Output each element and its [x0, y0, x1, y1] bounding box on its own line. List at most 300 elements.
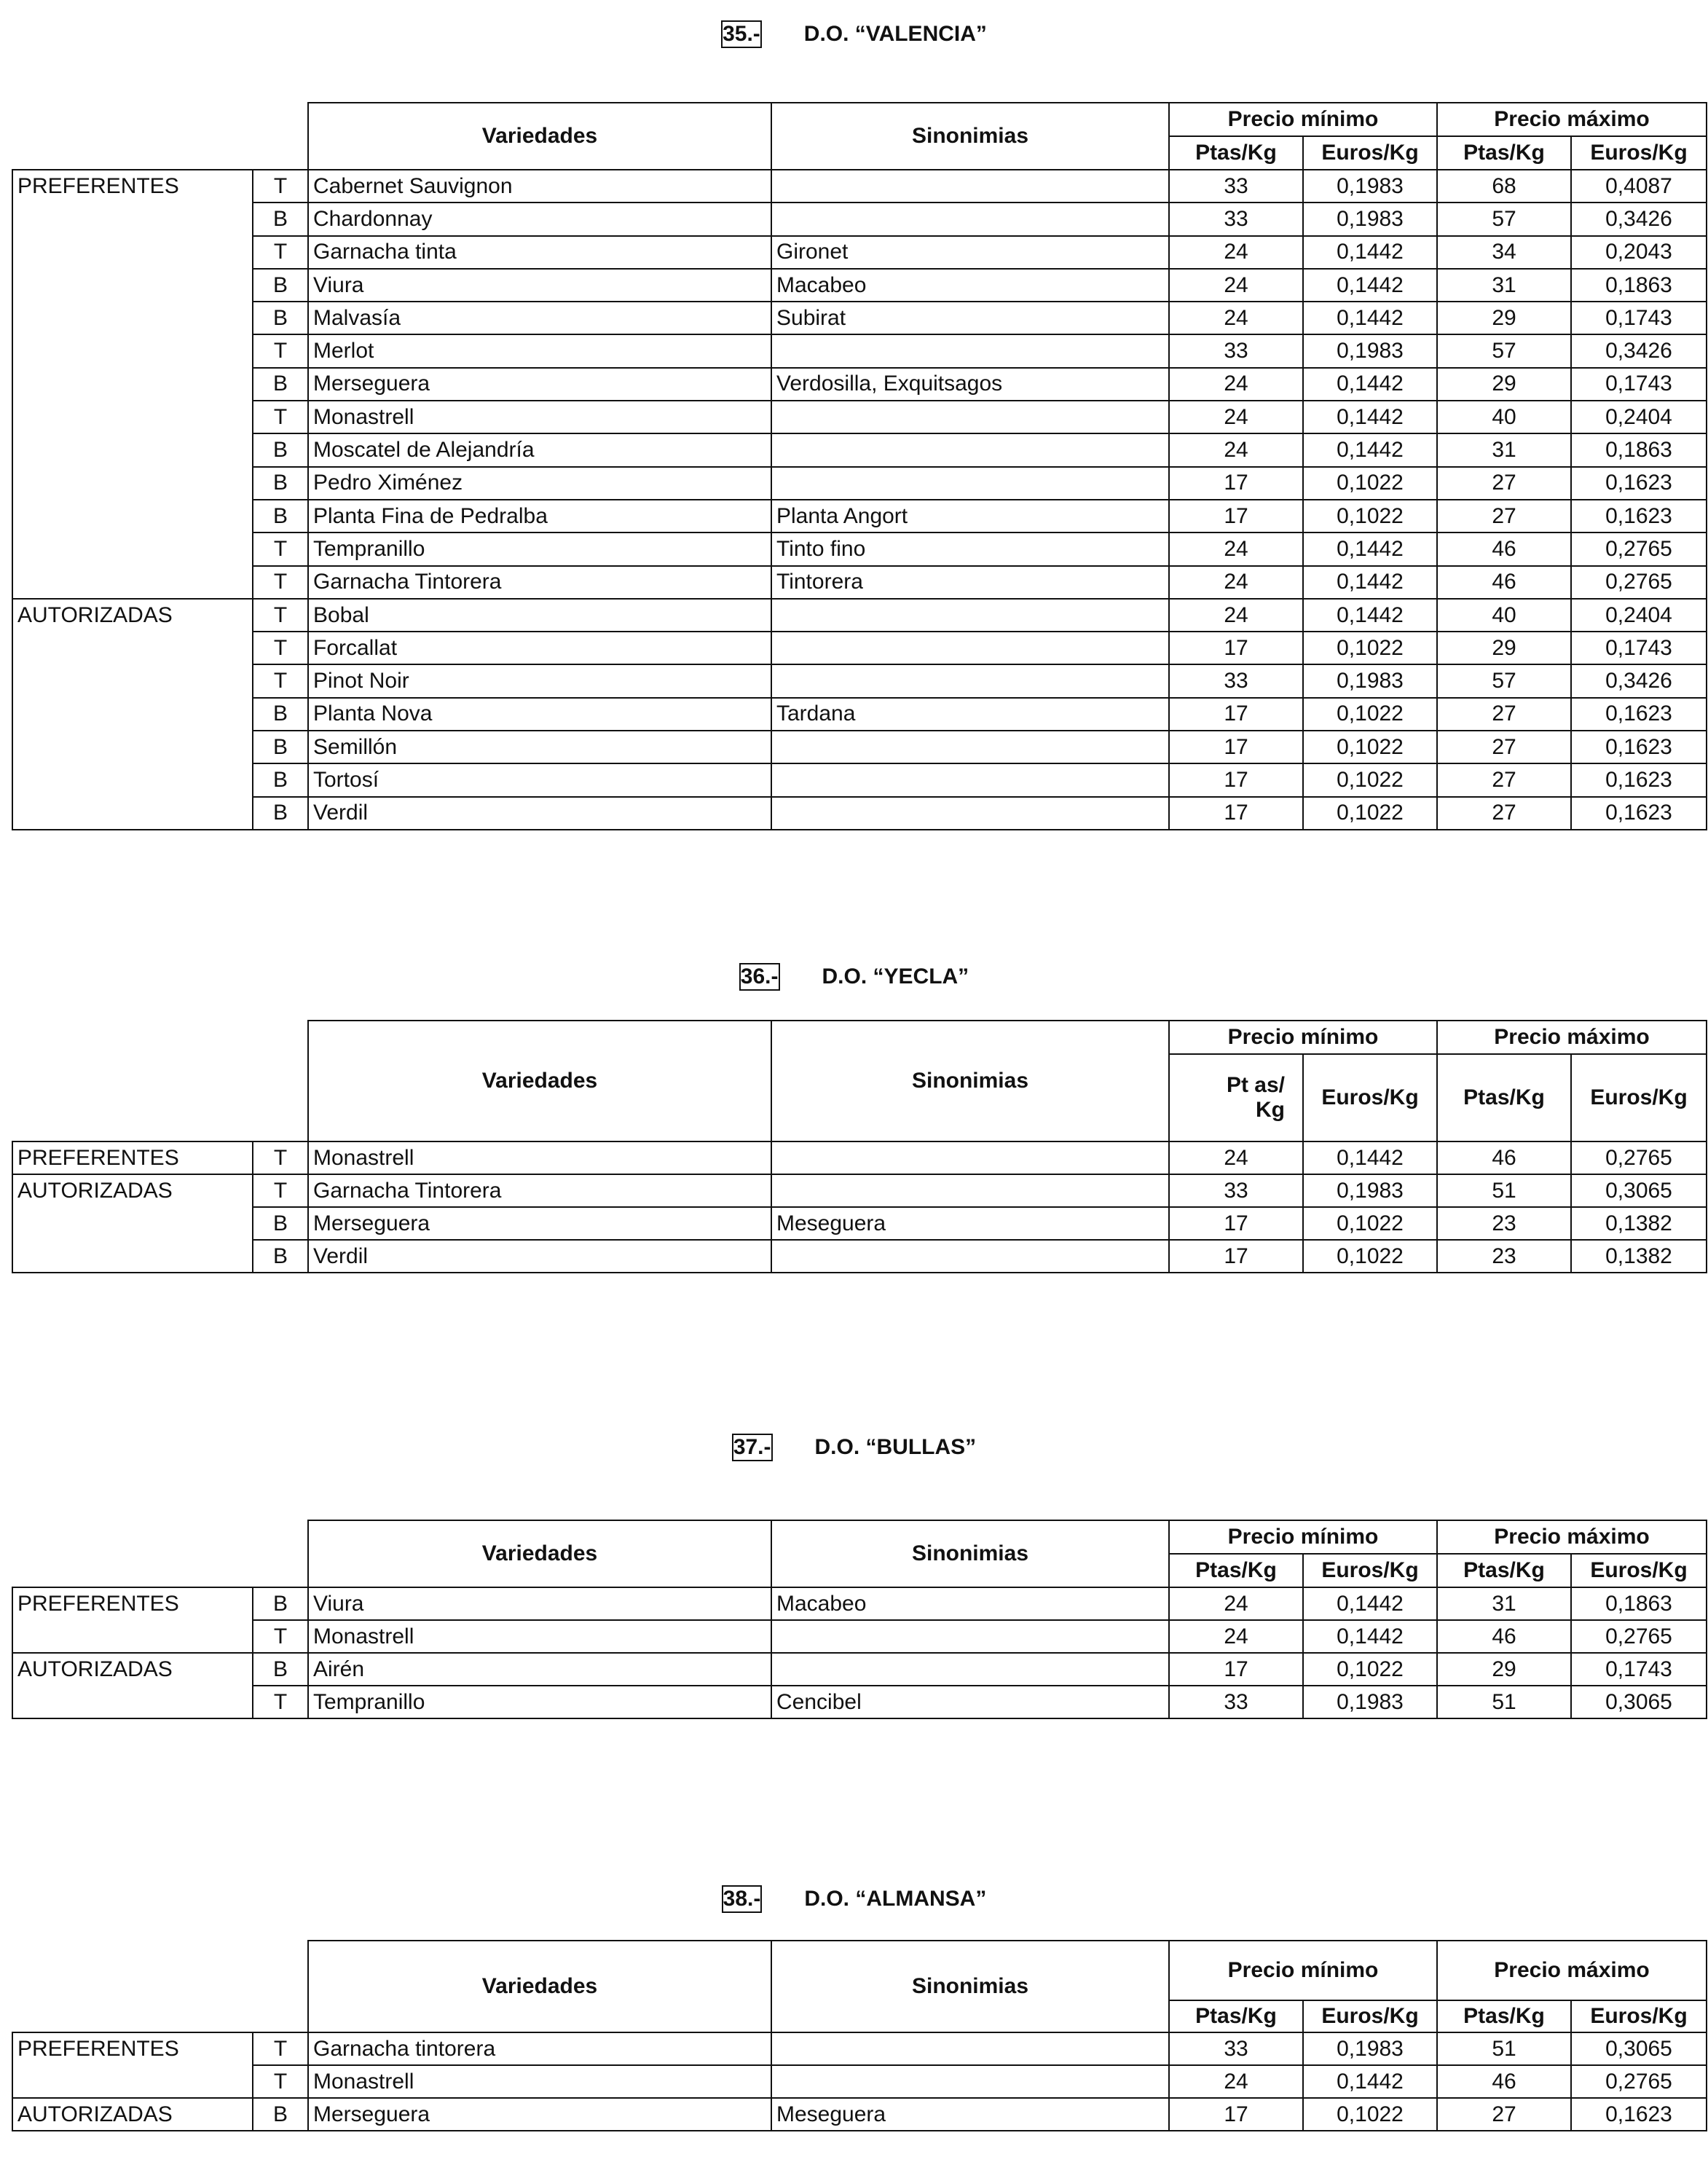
ptas-max-cell: 46 — [1437, 2065, 1571, 2098]
variety-cell: Malvasía — [308, 302, 771, 334]
type-cell: B — [253, 467, 308, 500]
euros-max-cell: 0,1623 — [1571, 731, 1707, 763]
synonym-cell — [771, 2065, 1169, 2098]
table-row — [12, 1686, 1707, 1718]
euros-min-cell: 0,1022 — [1303, 731, 1437, 763]
variety-cell: Tempranillo — [308, 1686, 771, 1718]
category-cell — [12, 467, 253, 500]
euros-min-cell: 0,1983 — [1303, 334, 1437, 367]
header-precio-maximo: Precio máximo — [1437, 1520, 1707, 1554]
header-blank — [12, 103, 308, 170]
header-row — [12, 103, 1707, 136]
euros-min-cell: 0,1022 — [1303, 632, 1437, 664]
variety-cell: Garnacha Tintorera — [308, 566, 771, 599]
category-cell — [12, 566, 253, 599]
synonym-cell — [771, 334, 1169, 367]
euros-max-cell: 0,3065 — [1571, 2032, 1707, 2065]
variety-cell: Merseguera — [308, 2098, 771, 2131]
euros-min-cell: 0,1983 — [1303, 1686, 1437, 1718]
type-cell: T — [253, 664, 308, 697]
ptas-min-cell: 17 — [1169, 1207, 1303, 1240]
ptas-min-cell: 24 — [1169, 302, 1303, 334]
euros-max-cell: 0,1382 — [1571, 1207, 1707, 1240]
category-cell — [12, 698, 253, 731]
synonym-cell — [771, 763, 1169, 796]
header-row — [12, 1520, 1707, 1554]
variety-cell: Pedro Ximénez — [308, 467, 771, 500]
ptas-max-cell: 51 — [1437, 1174, 1571, 1207]
table-row — [12, 533, 1707, 565]
variety-cell: Verdil — [308, 1240, 771, 1273]
euros-min-cell: 0,1983 — [1303, 1174, 1437, 1207]
section-title — [0, 963, 1708, 991]
category-cell — [12, 236, 253, 269]
category-cell: AUTORIZADAS — [12, 599, 253, 632]
table-row — [12, 1141, 1707, 1174]
table-row — [12, 698, 1707, 731]
header-precio-maximo: Precio máximo — [1437, 1021, 1707, 1054]
euros-min-cell: 0,1022 — [1303, 500, 1437, 533]
variety-cell: Viura — [308, 269, 771, 302]
variety-cell: Monastrell — [308, 2065, 771, 2098]
variety-cell: Planta Fina de Pedralba — [308, 500, 771, 533]
ptas-min-cell: 24 — [1169, 433, 1303, 466]
euros-max-cell: 0,1863 — [1571, 269, 1707, 302]
ptas-max-cell: 27 — [1437, 467, 1571, 500]
table-row — [12, 1587, 1707, 1620]
type-cell: B — [253, 2098, 308, 2131]
euros-min-cell: 0,1983 — [1303, 2032, 1437, 2065]
euros-min-cell: 0,1442 — [1303, 566, 1437, 599]
header-ptas-min: Ptas/Kg — [1169, 1554, 1303, 1587]
header-sinonimias: Sinonimias — [771, 1021, 1169, 1141]
synonym-cell — [771, 632, 1169, 664]
euros-min-cell: 0,1983 — [1303, 664, 1437, 697]
type-cell: T — [253, 533, 308, 565]
category-cell — [12, 1207, 253, 1240]
euros-min-cell: 0,1442 — [1303, 2065, 1437, 2098]
section-number: 37.- — [732, 1434, 773, 1461]
ptas-max-cell: 29 — [1437, 302, 1571, 334]
header-euros-max: Euros/Kg — [1571, 136, 1707, 170]
euros-min-cell: 0,1022 — [1303, 2098, 1437, 2131]
ptas-max-cell: 27 — [1437, 698, 1571, 731]
category-cell: AUTORIZADAS — [12, 1174, 253, 1207]
table-row — [12, 269, 1707, 302]
header-precio-minimo: Precio mínimo — [1169, 103, 1437, 136]
synonym-cell — [771, 731, 1169, 763]
ptas-min-cell: 17 — [1169, 500, 1303, 533]
euros-max-cell: 0,3426 — [1571, 334, 1707, 367]
header-blank — [12, 1520, 308, 1587]
type-cell: B — [253, 1653, 308, 1686]
ptas-min-cell: 24 — [1169, 599, 1303, 632]
variety-cell: Tempranillo — [308, 533, 771, 565]
synonym-cell — [771, 599, 1169, 632]
type-cell: B — [253, 433, 308, 466]
section-name: D.O. “BULLAS” — [814, 1435, 977, 1459]
table-row — [12, 1653, 1707, 1686]
synonym-cell — [771, 170, 1169, 203]
type-cell: B — [253, 203, 308, 235]
variety-cell: Pinot Noir — [308, 664, 771, 697]
header-ptas-min: Ptas/Kg — [1169, 136, 1303, 170]
header-blank — [12, 1021, 308, 1141]
type-cell: T — [253, 334, 308, 367]
synonym-cell: Meseguera — [771, 2098, 1169, 2131]
ptas-min-cell: 33 — [1169, 1686, 1303, 1718]
synonym-cell — [771, 2032, 1169, 2065]
ptas-min-cell: 17 — [1169, 467, 1303, 500]
table-row — [12, 1207, 1707, 1240]
table-row — [12, 236, 1707, 269]
header-ptas-max: Ptas/Kg — [1437, 1054, 1571, 1141]
ptas-min-cell: 17 — [1169, 1653, 1303, 1686]
euros-max-cell: 0,2765 — [1571, 1141, 1707, 1174]
synonym-cell: Verdosilla, Exquitsagos — [771, 368, 1169, 401]
ptas-max-cell: 29 — [1437, 368, 1571, 401]
table-row — [12, 1240, 1707, 1273]
variety-cell: Planta Nova — [308, 698, 771, 731]
header-euros-max: Euros/Kg — [1571, 2000, 1707, 2032]
synonym-cell: Tintorera — [771, 566, 1169, 599]
euros-min-cell: 0,1983 — [1303, 203, 1437, 235]
ptas-max-cell: 46 — [1437, 533, 1571, 565]
header-ptas-min: Ptas/Kg — [1169, 2000, 1303, 2032]
type-cell: B — [253, 269, 308, 302]
synonym-cell — [771, 401, 1169, 433]
table-row — [12, 599, 1707, 632]
euros-max-cell: 0,3426 — [1571, 203, 1707, 235]
section-title — [0, 20, 1708, 48]
header-precio-maximo: Precio máximo — [1437, 1941, 1707, 2000]
synonym-cell — [771, 433, 1169, 466]
euros-max-cell: 0,1623 — [1571, 467, 1707, 500]
header-ptas-max: Ptas/Kg — [1437, 2000, 1571, 2032]
ptas-max-cell: 31 — [1437, 1587, 1571, 1620]
category-cell — [12, 731, 253, 763]
category-cell — [12, 1240, 253, 1273]
variety-cell: Moscatel de Alejandría — [308, 433, 771, 466]
type-cell: B — [253, 1240, 308, 1273]
ptas-max-cell: 51 — [1437, 2032, 1571, 2065]
section-name: D.O. “VALENCIA” — [803, 22, 987, 46]
synonym-cell: Planta Angort — [771, 500, 1169, 533]
header-sinonimias: Sinonimias — [771, 1941, 1169, 2032]
ptas-max-cell: 27 — [1437, 731, 1571, 763]
euros-max-cell: 0,4087 — [1571, 170, 1707, 203]
header-variedades: Variedades — [308, 1941, 771, 2032]
header-variedades: Variedades — [308, 1021, 771, 1141]
ptas-min-cell: 17 — [1169, 698, 1303, 731]
category-cell: AUTORIZADAS — [12, 1653, 253, 1686]
category-cell: AUTORIZADAS — [12, 2098, 253, 2131]
variety-cell: Semillón — [308, 731, 771, 763]
euros-min-cell: 0,1022 — [1303, 467, 1437, 500]
type-cell: T — [253, 1174, 308, 1207]
synonym-cell — [771, 467, 1169, 500]
header-euros-min: Euros/Kg — [1303, 1554, 1437, 1587]
ptas-min-cell: 17 — [1169, 731, 1303, 763]
ptas-min-cell: 24 — [1169, 566, 1303, 599]
ptas-min-cell: 24 — [1169, 1141, 1303, 1174]
ptas-min-cell: 33 — [1169, 170, 1303, 203]
table-row — [12, 632, 1707, 664]
synonym-cell: Gironet — [771, 236, 1169, 269]
prices-table — [12, 1520, 1707, 1719]
header-euros-max: Euros/Kg — [1571, 1054, 1707, 1141]
ptas-min-cell: 24 — [1169, 368, 1303, 401]
ptas-max-cell: 68 — [1437, 170, 1571, 203]
table-row — [12, 2065, 1707, 2098]
synonym-cell: Meseguera — [771, 1207, 1169, 1240]
table-row — [12, 1174, 1707, 1207]
variety-cell: Bobal — [308, 599, 771, 632]
euros-max-cell: 0,1623 — [1571, 763, 1707, 796]
euros-min-cell: 0,1442 — [1303, 269, 1437, 302]
variety-cell: Merlot — [308, 334, 771, 367]
euros-min-cell: 0,1022 — [1303, 797, 1437, 830]
synonym-cell: Subirat — [771, 302, 1169, 334]
table-row — [12, 797, 1707, 830]
variety-cell: Chardonnay — [308, 203, 771, 235]
variety-cell: Forcallat — [308, 632, 771, 664]
category-cell — [12, 763, 253, 796]
euros-max-cell: 0,1743 — [1571, 1653, 1707, 1686]
section-title — [0, 1885, 1708, 1913]
euros-max-cell: 0,2765 — [1571, 566, 1707, 599]
header-ptas-min: Pt as/ Kg — [1169, 1054, 1303, 1141]
table-row — [12, 731, 1707, 763]
variety-cell: Monastrell — [308, 1620, 771, 1653]
ptas-max-cell: 27 — [1437, 2098, 1571, 2131]
variety-cell: Merseguera — [308, 368, 771, 401]
ptas-min-cell: 33 — [1169, 203, 1303, 235]
type-cell: B — [253, 302, 308, 334]
variety-cell: Viura — [308, 1587, 771, 1620]
table-row — [12, 401, 1707, 433]
ptas-max-cell: 29 — [1437, 1653, 1571, 1686]
ptas-min-cell: 17 — [1169, 1240, 1303, 1273]
section-number: 38.- — [722, 1885, 763, 1913]
table-row — [12, 302, 1707, 334]
table-row — [12, 664, 1707, 697]
type-cell: T — [253, 1686, 308, 1718]
category-cell: PREFERENTES — [12, 1587, 253, 1620]
ptas-max-cell: 40 — [1437, 401, 1571, 433]
euros-min-cell: 0,1442 — [1303, 433, 1437, 466]
ptas-min-cell: 24 — [1169, 401, 1303, 433]
type-cell: B — [253, 731, 308, 763]
variety-cell: Garnacha tintorera — [308, 2032, 771, 2065]
euros-min-cell: 0,1022 — [1303, 1240, 1437, 1273]
ptas-max-cell: 51 — [1437, 1686, 1571, 1718]
ptas-min-cell: 24 — [1169, 1587, 1303, 1620]
euros-min-cell: 0,1983 — [1303, 170, 1437, 203]
type-cell: T — [253, 599, 308, 632]
header-row — [12, 1021, 1707, 1054]
section-number: 35.- — [721, 20, 762, 48]
ptas-max-cell: 27 — [1437, 500, 1571, 533]
category-cell — [12, 664, 253, 697]
type-cell: T — [253, 401, 308, 433]
type-cell: B — [253, 797, 308, 830]
ptas-min-cell: 17 — [1169, 632, 1303, 664]
ptas-max-cell: 46 — [1437, 566, 1571, 599]
header-sinonimias: Sinonimias — [771, 103, 1169, 170]
prices-table — [12, 1020, 1707, 1273]
table-row — [12, 368, 1707, 401]
prices-table — [12, 1940, 1707, 2131]
euros-max-cell: 0,1623 — [1571, 500, 1707, 533]
variety-cell: Tortosí — [308, 763, 771, 796]
synonym-cell — [771, 1653, 1169, 1686]
ptas-max-cell: 29 — [1437, 632, 1571, 664]
type-cell: T — [253, 2032, 308, 2065]
euros-max-cell: 0,2765 — [1571, 2065, 1707, 2098]
section-title — [0, 1434, 1708, 1461]
category-cell — [12, 797, 253, 830]
synonym-cell: Tinto fino — [771, 533, 1169, 565]
category-cell — [12, 500, 253, 533]
euros-min-cell: 0,1022 — [1303, 1653, 1437, 1686]
synonym-cell: Macabeo — [771, 1587, 1169, 1620]
synonym-cell — [771, 1240, 1169, 1273]
euros-min-cell: 0,1442 — [1303, 368, 1437, 401]
variety-cell: Garnacha Tintorera — [308, 1174, 771, 1207]
euros-max-cell: 0,3065 — [1571, 1686, 1707, 1718]
table-row — [12, 170, 1707, 203]
ptas-min-cell: 24 — [1169, 2065, 1303, 2098]
euros-max-cell: 0,1863 — [1571, 1587, 1707, 1620]
category-cell — [12, 533, 253, 565]
header-sinonimias: Sinonimias — [771, 1520, 1169, 1587]
section-number: 36.- — [739, 963, 780, 991]
ptas-max-cell: 57 — [1437, 334, 1571, 367]
euros-min-cell: 0,1022 — [1303, 763, 1437, 796]
variety-cell: Garnacha tinta — [308, 236, 771, 269]
category-cell — [12, 2065, 253, 2098]
euros-min-cell: 0,1442 — [1303, 302, 1437, 334]
type-cell: B — [253, 368, 308, 401]
variety-cell: Merseguera — [308, 1207, 771, 1240]
table-row — [12, 763, 1707, 796]
type-cell: T — [253, 170, 308, 203]
category-cell — [12, 1620, 253, 1653]
type-cell: T — [253, 566, 308, 599]
euros-min-cell: 0,1442 — [1303, 533, 1437, 565]
synonym-cell: Tardana — [771, 698, 1169, 731]
category-cell — [12, 433, 253, 466]
ptas-max-cell: 57 — [1437, 203, 1571, 235]
header-ptas-max: Ptas/Kg — [1437, 1554, 1571, 1587]
ptas-min-cell: 33 — [1169, 1174, 1303, 1207]
header-precio-minimo: Precio mínimo — [1169, 1941, 1437, 2000]
ptas-min-cell: 24 — [1169, 236, 1303, 269]
table-row — [12, 2098, 1707, 2131]
euros-max-cell: 0,3065 — [1571, 1174, 1707, 1207]
ptas-min-cell: 33 — [1169, 664, 1303, 697]
euros-min-cell: 0,1022 — [1303, 698, 1437, 731]
euros-max-cell: 0,2404 — [1571, 599, 1707, 632]
category-cell — [12, 368, 253, 401]
euros-max-cell: 0,1743 — [1571, 632, 1707, 664]
category-cell: PREFERENTES — [12, 2032, 253, 2065]
synonym-cell — [771, 203, 1169, 235]
euros-max-cell: 0,2043 — [1571, 236, 1707, 269]
header-euros-min: Euros/Kg — [1303, 2000, 1437, 2032]
euros-max-cell: 0,1623 — [1571, 698, 1707, 731]
section-name: D.O. “ALMANSA” — [804, 1887, 987, 1911]
header-ptas-max: Ptas/Kg — [1437, 136, 1571, 170]
euros-max-cell: 0,1863 — [1571, 433, 1707, 466]
synonym-cell — [771, 797, 1169, 830]
category-cell — [12, 1686, 253, 1718]
ptas-min-cell: 33 — [1169, 2032, 1303, 2065]
synonym-cell: Macabeo — [771, 269, 1169, 302]
variety-cell: Monastrell — [308, 1141, 771, 1174]
euros-min-cell: 0,1022 — [1303, 1207, 1437, 1240]
header-euros-min: Euros/Kg — [1303, 136, 1437, 170]
ptas-min-cell: 24 — [1169, 533, 1303, 565]
header-variedades: Variedades — [308, 103, 771, 170]
header-precio-minimo: Precio mínimo — [1169, 1520, 1437, 1554]
ptas-max-cell: 27 — [1437, 797, 1571, 830]
type-cell: T — [253, 1620, 308, 1653]
type-cell: B — [253, 500, 308, 533]
euros-max-cell: 0,3426 — [1571, 664, 1707, 697]
header-euros-min: Euros/Kg — [1303, 1054, 1437, 1141]
type-cell: B — [253, 1207, 308, 1240]
type-cell: T — [253, 2065, 308, 2098]
synonym-cell — [771, 1620, 1169, 1653]
type-cell: B — [253, 763, 308, 796]
euros-min-cell: 0,1442 — [1303, 1587, 1437, 1620]
synonym-cell: Cencibel — [771, 1686, 1169, 1718]
ptas-max-cell: 23 — [1437, 1240, 1571, 1273]
euros-min-cell: 0,1442 — [1303, 236, 1437, 269]
euros-max-cell: 0,1743 — [1571, 368, 1707, 401]
euros-min-cell: 0,1442 — [1303, 1141, 1437, 1174]
category-cell — [12, 302, 253, 334]
ptas-min-cell: 33 — [1169, 334, 1303, 367]
header-row — [12, 1941, 1707, 2000]
ptas-max-cell: 31 — [1437, 269, 1571, 302]
table-row — [12, 566, 1707, 599]
ptas-max-cell: 31 — [1437, 433, 1571, 466]
euros-min-cell: 0,1442 — [1303, 1620, 1437, 1653]
ptas-max-cell: 46 — [1437, 1141, 1571, 1174]
category-cell — [12, 632, 253, 664]
variety-cell: Airén — [308, 1653, 771, 1686]
table-row — [12, 2032, 1707, 2065]
section-name: D.O. “YECLA” — [822, 964, 969, 989]
header-euros-max: Euros/Kg — [1571, 1554, 1707, 1587]
ptas-min-cell: 24 — [1169, 269, 1303, 302]
euros-max-cell: 0,2765 — [1571, 1620, 1707, 1653]
category-cell: PREFERENTES — [12, 1141, 253, 1174]
euros-min-cell: 0,1442 — [1303, 599, 1437, 632]
ptas-min-cell: 24 — [1169, 1620, 1303, 1653]
header-blank — [12, 1941, 308, 2032]
table-row — [12, 334, 1707, 367]
ptas-max-cell: 23 — [1437, 1207, 1571, 1240]
synonym-cell — [771, 1141, 1169, 1174]
variety-cell: Cabernet Sauvignon — [308, 170, 771, 203]
table-row — [12, 433, 1707, 466]
synonym-cell — [771, 1174, 1169, 1207]
table-row — [12, 1620, 1707, 1653]
